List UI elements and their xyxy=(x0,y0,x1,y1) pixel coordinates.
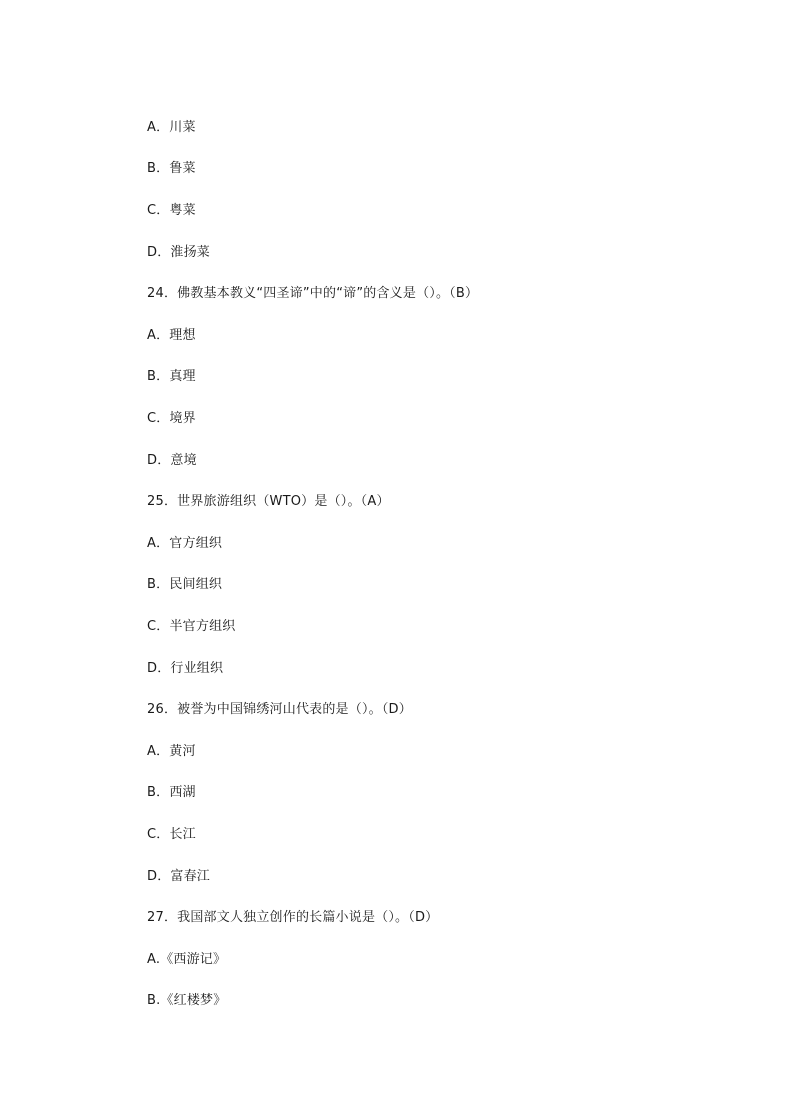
option-d-artistic-conception: D．意境 xyxy=(147,453,197,468)
question-27: 27．我国部文人独立创作的长篇小说是（）。（D） xyxy=(147,910,439,925)
option-c-yangtze: C．长江 xyxy=(147,827,196,842)
option-c-cantonese: C．粤菜 xyxy=(147,203,196,218)
option-d-fuchun-river: D．富春江 xyxy=(147,869,211,884)
option-d-huaiyang: D．淮扬菜 xyxy=(147,245,211,260)
option-b-shandong: B．鲁菜 xyxy=(147,161,196,176)
question-25: 25．世界旅游组织（WTO）是（）。（A） xyxy=(147,494,390,509)
option-d-industry-org: D．行业组织 xyxy=(147,661,224,676)
option-a-ideal: A．理想 xyxy=(147,328,196,343)
option-a-yellow-river: A．黄河 xyxy=(147,744,196,759)
option-a-journey-west: A.《西游记》 xyxy=(147,952,227,967)
option-b-red-chamber: B.《红楼梦》 xyxy=(147,993,227,1008)
option-c-semi-official-org: C．半官方组织 xyxy=(147,619,236,634)
option-c-realm: C．境界 xyxy=(147,411,196,426)
question-24: 24．佛教基本教义“四圣谛”中的“谛”的含义是（）。（B） xyxy=(147,286,479,301)
option-b-private-org: B．民间组织 xyxy=(147,577,223,592)
option-a-official-org: A．官方组织 xyxy=(147,536,223,551)
option-b-truth: B．真理 xyxy=(147,369,196,384)
question-26: 26．被誉为中国锦绣河山代表的是（）。（D） xyxy=(147,702,412,717)
option-b-west-lake: B．西湖 xyxy=(147,785,196,800)
option-a-sichuan: A．川菜 xyxy=(147,120,196,135)
